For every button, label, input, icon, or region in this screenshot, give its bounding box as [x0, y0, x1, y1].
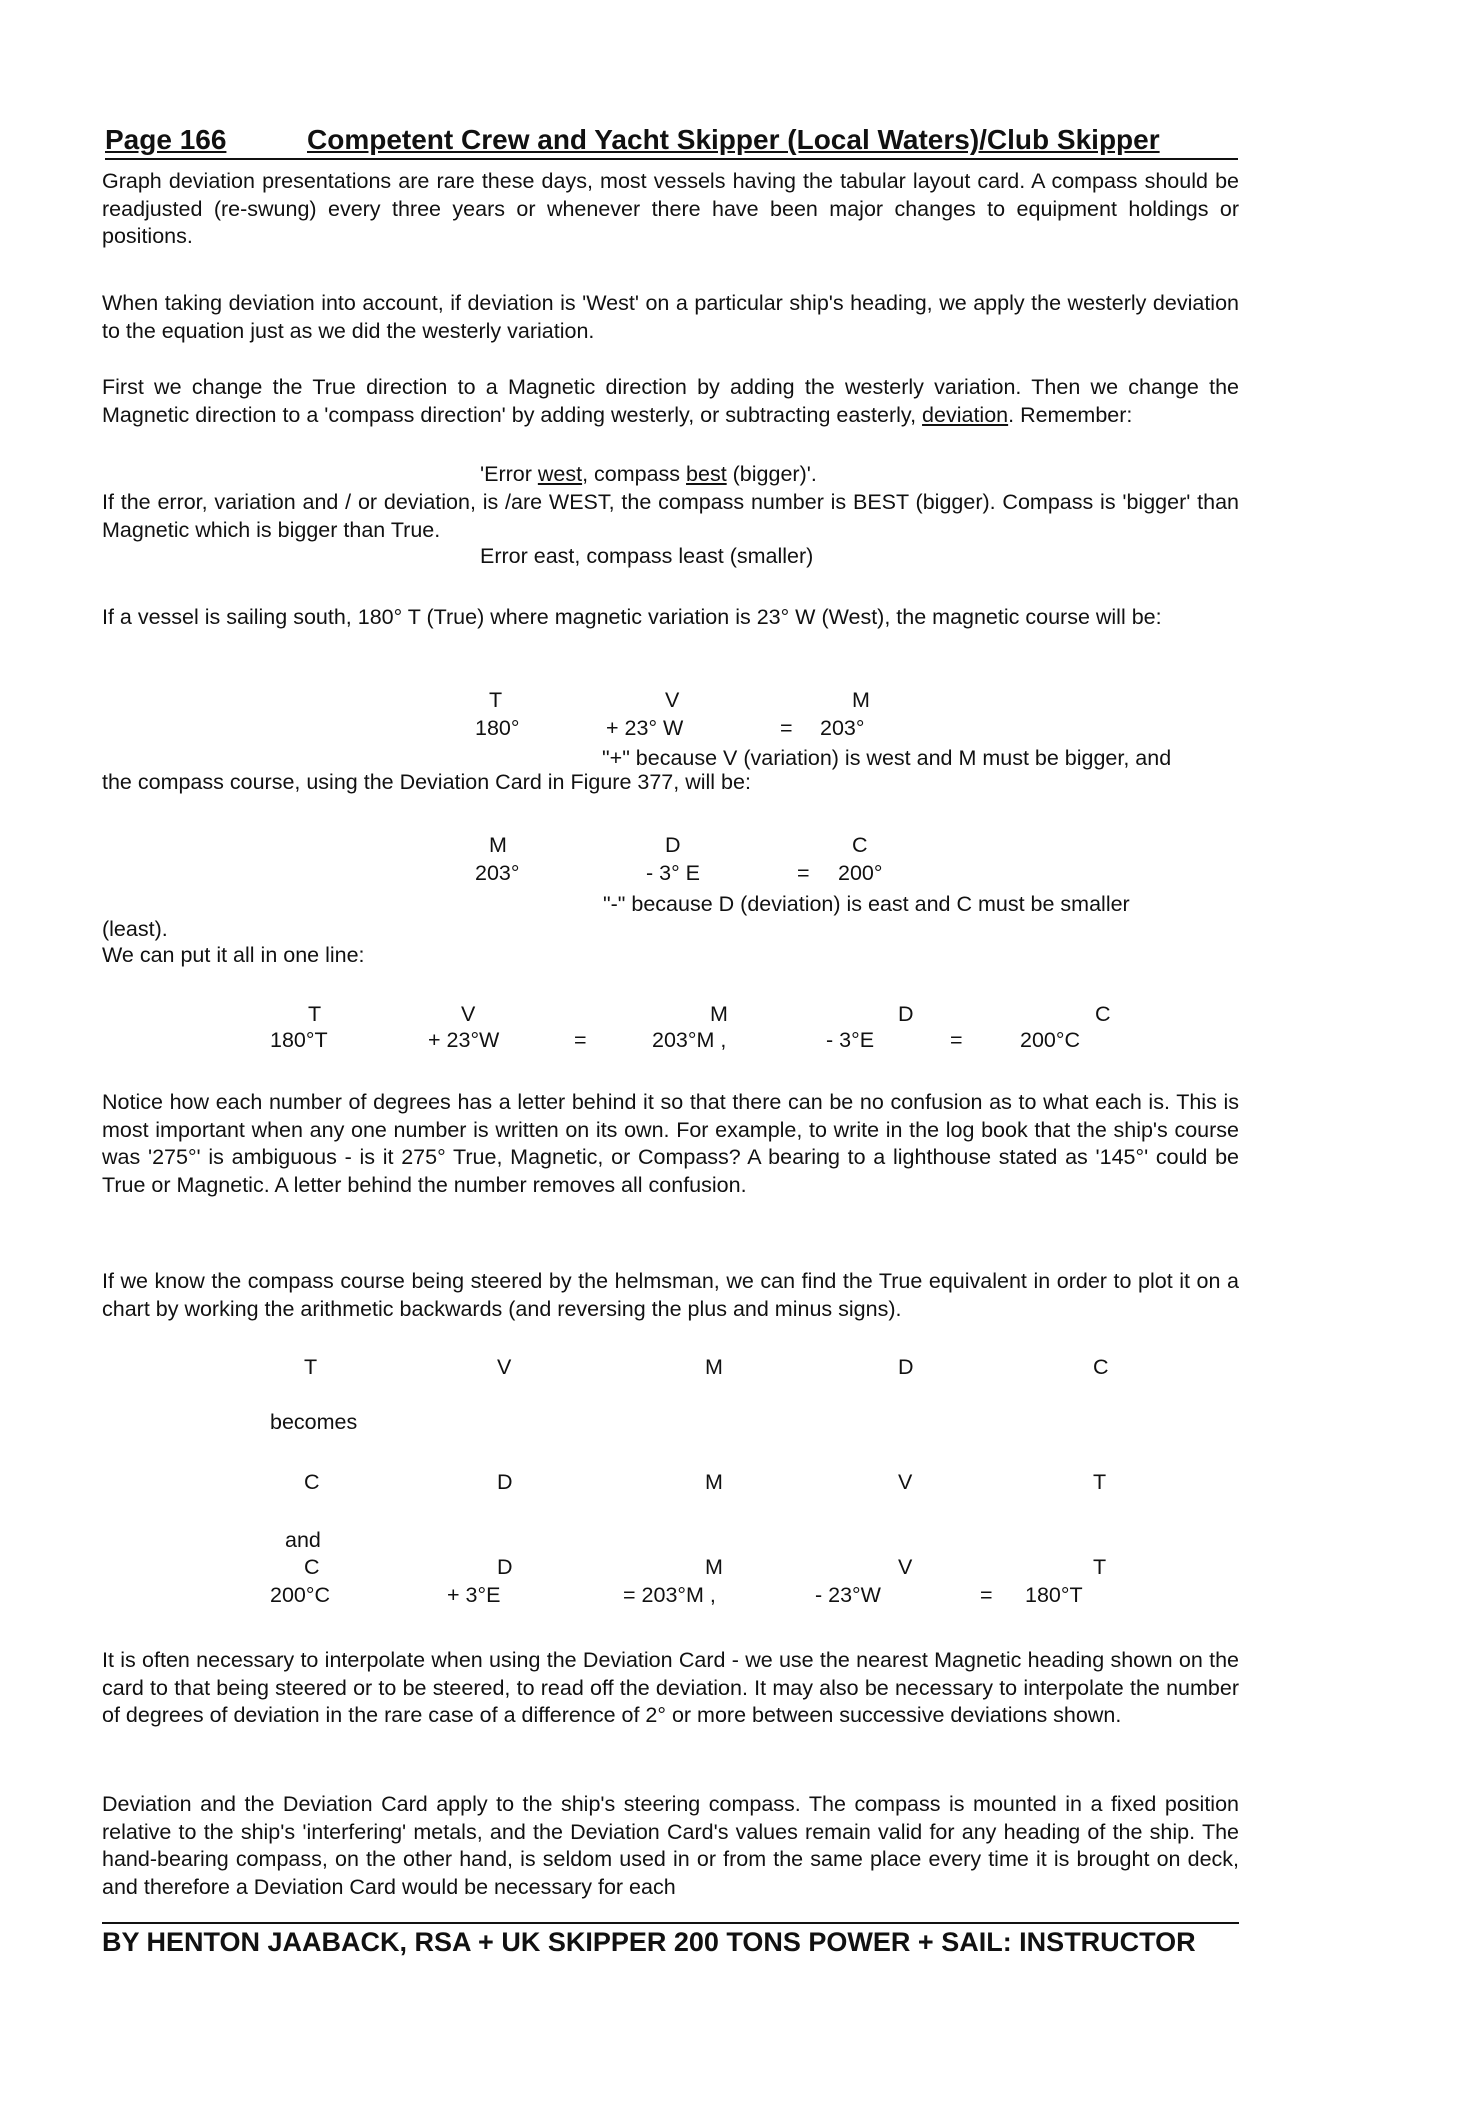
reverse-row3-v: V	[898, 1555, 913, 1579]
reverse-row3-c: C	[304, 1555, 320, 1579]
paragraph-graph-deviation: Graph deviation presentations are rare these days, most vessels having the tabular layout card. A compass should be readjusted (re-swung) every three years or whenever there have been major changes to equipment holdings or positions.	[102, 169, 1239, 248]
reverse-becomes: becomes	[270, 1410, 358, 1434]
reverse-deviation-value: + 3°E	[447, 1583, 501, 1607]
combined-header-d: D	[898, 1002, 914, 1026]
ex2-header-m: M	[489, 833, 507, 857]
paragraph-true-to-magnetic	[102, 374, 1239, 429]
mnemonic-error-west	[480, 462, 817, 487]
combined-header-t: T	[308, 1002, 322, 1026]
paragraph-sailing-south: If a vessel is sailing south, 180° T (True) where magnetic variation is 23° W (West), the magnetic course will be:	[102, 605, 1162, 629]
reverse-row1-m: M	[705, 1355, 723, 1379]
combined-equals-1: =	[574, 1028, 587, 1052]
paragraph-letter-behind: Notice how each number of degrees has a letter behind it so that there can be no confusion as to what each is. This is most important when any one number is written on its own. For example, to write in the log book that the ship's course was '275°' is ambiguous - is it 275° True, Magnetic, or Compass? A bearing to a lighthouse stated as '145°' could be True or Magnetic. A letter behind the number removes all confusion.	[102, 1090, 1239, 1197]
combined-header-v: V	[461, 1002, 476, 1026]
ex1-followup: the compass course, using the Deviation Card in Figure 377, will be:	[102, 770, 751, 794]
ex1-value-magnetic: 203°	[820, 716, 865, 740]
reverse-variation-value: - 23°W	[815, 1583, 881, 1607]
reverse-compass-value: 200°C	[270, 1583, 330, 1607]
combined-compass: 200°C	[1020, 1028, 1080, 1052]
combined-true: 180°T	[270, 1028, 328, 1052]
mnemonic-part: 'Error	[480, 462, 538, 486]
reverse-row1-d: D	[898, 1355, 914, 1379]
paragraph-deviation-west: When taking deviation into account, if deviation is 'West' on a particular ship's heading, we apply the westerly deviation to the equation just as we did the westerly variation.	[102, 291, 1239, 343]
mnemonic-error-east: Error east, compass least (smaller)	[480, 544, 814, 568]
reverse-row2-m: M	[705, 1470, 723, 1494]
ex2-least: (least).	[102, 917, 168, 941]
one-line-intro: We can put it all in one line:	[102, 943, 365, 967]
mnemonic-best: best	[686, 462, 727, 486]
ex1-header-m: M	[852, 688, 870, 712]
reverse-row3-d: D	[497, 1555, 513, 1579]
ex2-header-d: D	[665, 833, 681, 857]
reverse-row3-t: T	[1093, 1555, 1107, 1579]
reverse-row3-m: M	[705, 1555, 723, 1579]
mnemonic-part: (bigger)'.	[726, 462, 817, 486]
reverse-row2-t: T	[1093, 1470, 1107, 1494]
combined-variation: + 23°W	[428, 1028, 500, 1052]
ex2-value-magnetic: 203°	[475, 861, 520, 885]
ex1-note: "+" because V (variation) is west and M must be bigger, and	[602, 746, 1172, 770]
combined-equals-2: =	[950, 1028, 963, 1052]
paragraph-interpolate: It is often necessary to interpolate when using the Deviation Card - we use the nearest Magnetic heading shown on the card to that being steered or to be steered, to read off the deviation. It may also be necessary to interpolate the number of degrees of deviation in the rare case of a difference of 2° or more between successive deviations shown.	[102, 1648, 1239, 1727]
reverse-row1-v: V	[497, 1355, 512, 1379]
paragraph-steering-compass: Deviation and the Deviation Card apply to the ship's steering compass. The compass is mounted in a fixed position relative to the ship's 'interfering' metals, and the Deviation Card's values remain valid for any heading of the ship. The hand-bearing compass, on the other hand, is seldom used in or from the same place every time it is brought on deck, and therefore a Deviation Card would be necessary for each	[102, 1792, 1239, 1899]
ex2-header-c: C	[852, 833, 868, 857]
combined-header-m: M	[710, 1002, 728, 1026]
paragraph-tail: . Remember:	[1008, 402, 1133, 427]
reverse-magnetic-value: = 203°M ,	[623, 1583, 716, 1607]
mnemonic-west: west	[537, 462, 583, 486]
page-number: Page 166	[105, 124, 227, 155]
reverse-row2-c: C	[304, 1470, 320, 1494]
reverse-row1-t: T	[304, 1355, 318, 1379]
page-header	[105, 124, 1238, 160]
mnemonic-part: , compass	[582, 462, 687, 486]
ex2-value-compass: 200°	[838, 861, 883, 885]
ex2-value-deviation: - 3° E	[646, 861, 701, 885]
page-footer: BY HENTON JAABACK, RSA + UK SKIPPER 200 TONS POWER + SAIL: INSTRUCTOR	[102, 1922, 1239, 1958]
deviation-term: deviation	[922, 402, 1009, 427]
reverse-row2-v: V	[898, 1470, 913, 1494]
page-title: Competent Crew and Yacht Skipper (Local Waters)/Club Skipper	[307, 124, 1160, 155]
paragraph-text: First we change the True direction to a Magnetic direction by adding the westerly variation. Then we change the Magnetic direction to a 'compass direction' by adding westerly, or subtracting easterly,	[102, 375, 1239, 427]
reverse-row1-c: C	[1093, 1355, 1109, 1379]
reverse-row2-d: D	[497, 1470, 513, 1494]
ex1-value-true: 180°	[475, 716, 520, 740]
ex2-equals: =	[797, 861, 810, 885]
ex2-note: "-" because D (deviation) is east and C must be smaller	[603, 892, 1130, 916]
paragraph-compass-bigger: If the error, variation and / or deviation, is /are WEST, the compass number is BEST (bigger). Compass is 'bigger' than Magnetic which is bigger than True.	[102, 490, 1239, 542]
ex1-value-variation: + 23° W	[606, 716, 684, 740]
combined-deviation: - 3°E	[826, 1028, 875, 1052]
ex1-equals: =	[780, 716, 793, 740]
ex1-header-v: V	[665, 688, 680, 712]
reverse-true-value: 180°T	[1025, 1583, 1083, 1607]
paragraph-working-backwards: If we know the compass course being steered by the helmsman, we can find the True equivalent in order to plot it on a chart by working the arithmetic backwards (and reversing the plus and minus signs).	[102, 1269, 1239, 1321]
ex1-header-t: T	[489, 688, 503, 712]
reverse-equals: =	[980, 1583, 993, 1607]
combined-magnetic: 203°M ,	[652, 1028, 727, 1052]
combined-header-c: C	[1095, 1002, 1111, 1026]
reverse-and: and	[285, 1528, 321, 1552]
